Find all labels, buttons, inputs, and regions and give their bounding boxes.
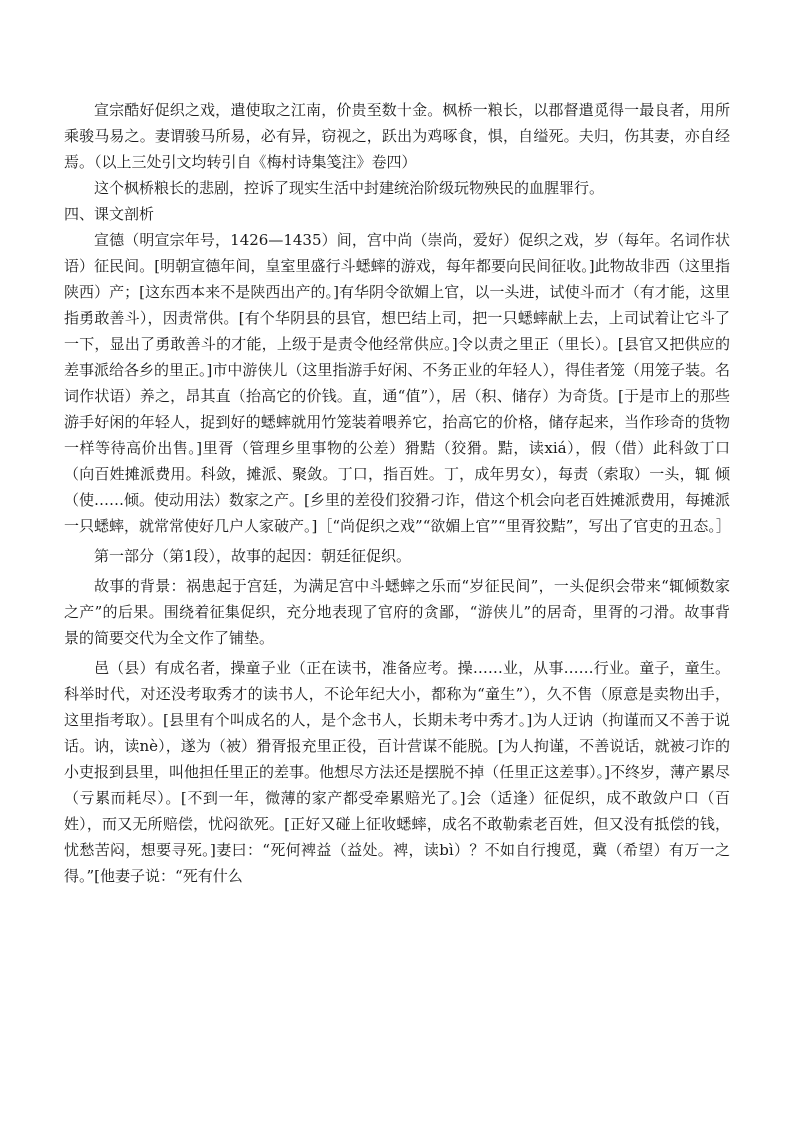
background-paragraph: 故事的背景：祸患起于宫廷，为满足宫中斗蟋蟀之乐而“岁征民间”，一头促织会带来“辄倾数家之产”的后果。围绕着征集促织，充分地表现了官府的贪鄙，“游侠儿”的居奇，里胥的刁滑。故事背景的简要交代为全文作了铺垫。: [64, 577, 730, 647]
analysis-paragraph-2: 邑（县）有成名者，操童子业（正在读书，准备应考。操……业，从事……行业。童子，童生。科举时代，对还没考取秀才的读书人，不论年纪大小，都称为“童生”），久不售（原意是卖物出手，这里指考取）。[县里有个叫成名的人，是个念书人，长期未考中秀才。]为人迂讷（拘谨而又不善于说话。讷，读nè），遂为（被）猾胥报充里正役，百计营谋不能脱。[为人拘谨，不善说话，就被刁诈的小吏报到县里，叫他担任里正的差事。他想尽方法还是摆脱不掉（任里正这差事）。]不终岁，薄产累尽（亏累而耗尽）。[不到一年，微薄的家产都受牵累赔光了。]会（适逢）征促织，成不敢敛户口（百姓），而又无所赔偿，忧闷欲死。[正好又碰上征收蟋蟀，成名不敢勒索老百姓，但又没有抵偿的钱，忧愁苦闷，想要寻死。]妻曰：“死何裨益（益处。裨，读bì）？不如自行搜觅，冀（希望）有万一之得。”[他妻子说：“死有什么: [64, 659, 730, 885]
commentary-paragraph: 这个枫桥粮长的悲剧，控诉了现实生活中封建统治阶级玩物殃民的血腥罪行。: [94, 179, 605, 197]
document-page: [64, 97, 730, 889]
section-heading: 四、课文剖析: [64, 205, 155, 223]
analysis-paragraph-1: 宣德（明宣宗年号，1426—1435）间，宫中尚（崇尚，爱好）促织之戏，岁（每年。名词作状语）征民间。[明朝宣德年间，皇室里盛行斗蟋蟀的游戏，每年都要向民间征收。]此物故非西（这里指陕西）产；[这东西本来不是陕西出产的。]有华阴令欲媚上官，以一头进，试使斗而才（有才能，这里指勇敢善斗），因责常供。[有个华阴县的县官，想巴结上司，把一只蟋蟀献上去，上司试着让它斗了一下，显出了勇敢善斗的才能，上级于是责令他经常供应。]令以责之里正（里长）。[县官又把供应的差事派给各乡的里正。]市中游侠儿（这里指游手好闲、不务正业的年轻人），得佳者笼（用笼子装。名词作状语）养之，昂其直（抬高它的价钱。直，通“值”），居（积、储存）为奇货。[于是市上的那些游手好闲的年轻人，捉到好的蟋蟀就用竹笼装着喂养它，抬高它的价格，储存起来，当作珍奇的货物一样等待高价出售。]里胥（管理乡里事物的公差）猾黠（狡猾。黠，读xiá），假（借）此科敛丁口（向百姓摊派费用。科敛，摊派、聚敛。丁口，指百姓。丁，成年男女），每责（索取）一头，辄 倾（使……倾。使动用法）数家之产。[乡里的差役们狡猾刁诈，借这个机会向老百姓摊派费用，每摊派一只蟋蟀，就常常使好几户人家破产。]［“尚促织之戏”“欲媚上官”“里胥狡黠”，写出了官吏的丑态。］: [64, 231, 731, 535]
quote-paragraph: 宣宗酷好促织之戏，遣使取之江南，价贵至数十金。枫桥一粮长，以郡督遣觅得一最良者，用所乘骏马易之。妻谓骏马所易，必有异，窃视之，跃出为鸡啄食，惧，自缢死。夫归，伤其妻，亦自经焉。（以上三处引文均转引自《梅村诗集笺注》卷四）: [64, 101, 730, 171]
part-one-heading: 第一部分（第1段），故事的起因：朝廷征促织。: [94, 547, 412, 565]
